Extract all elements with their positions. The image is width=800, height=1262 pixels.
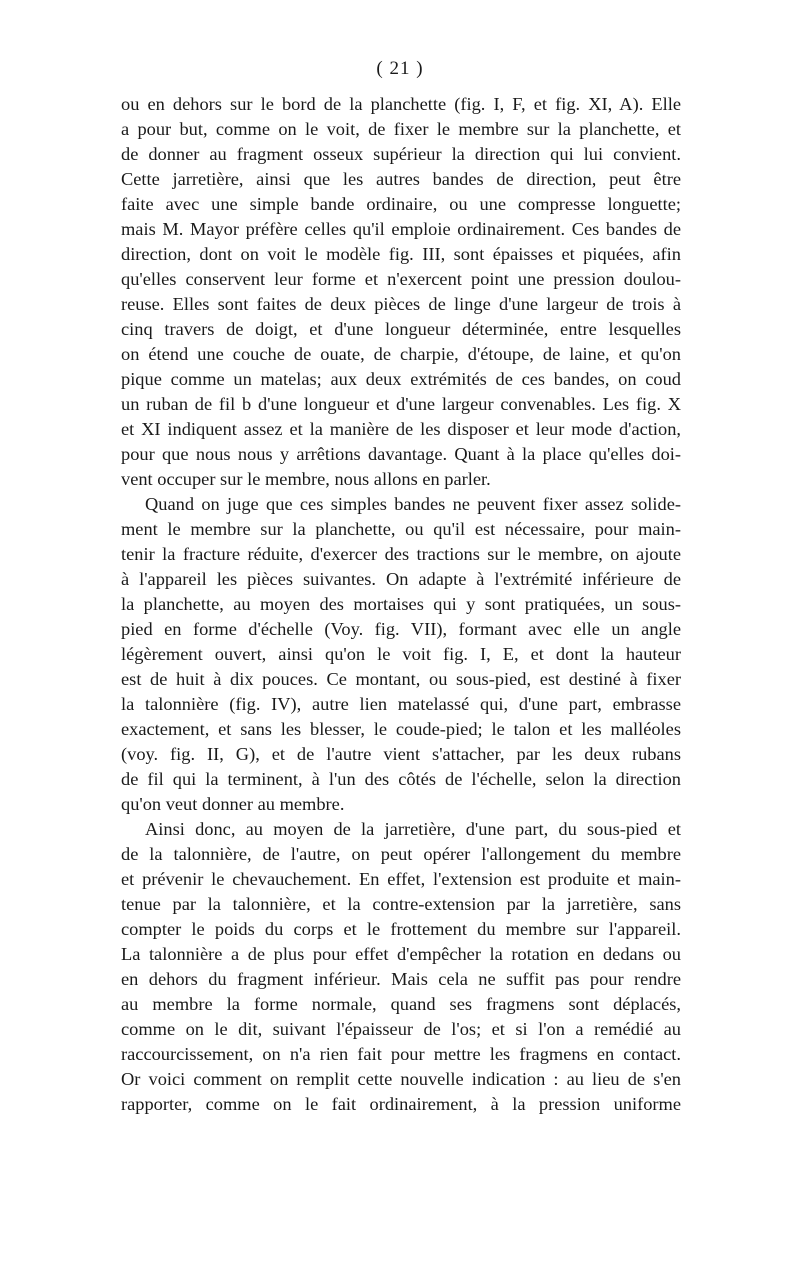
text-line: la planchette, au moyen des mortaises qui y sont pratiquées, un sous- bbox=[121, 594, 681, 614]
text-line: ment le membre sur la planchette, ou qu'il est nécessaire, pour main- bbox=[121, 519, 681, 539]
text-line: qu'on veut donner au membre. bbox=[121, 794, 345, 814]
text-line: qu'elles conservent leur forme et n'exercent point une pression doulou- bbox=[121, 269, 681, 289]
text-line: et prévenir le chevauchement. En effet, l'extension est produite et main- bbox=[121, 869, 681, 889]
text-line: de la talonnière, de l'autre, on peut opérer l'allongement du membre bbox=[121, 844, 681, 864]
text-line: de donner au fragment osseux supérieur la direction qui lui convient. bbox=[121, 144, 681, 164]
text-line: ou en dehors sur le bord de la planchette (fig. I, F, et fig. XI, A). Elle bbox=[121, 94, 681, 114]
text-line: faite avec une simple bande ordinaire, ou une compresse longuette; bbox=[121, 194, 681, 214]
text-line: pied en forme d'échelle (Voy. fig. VII), formant avec elle un angle bbox=[121, 619, 681, 639]
text-line: est de huit à dix pouces. Ce montant, ou sous-pied, est destiné à fixer bbox=[121, 669, 681, 689]
text-line: un ruban de fil b d'une longueur et d'une largeur convenables. Les fig. X bbox=[121, 394, 681, 414]
text-line: vent occuper sur le membre, nous allons en parler. bbox=[121, 469, 491, 489]
text-line: Cette jarretière, ainsi que les autres bandes de direction, peut être bbox=[121, 169, 681, 189]
text-line: reuse. Elles sont faites de deux pièces de linge d'une largeur de trois à bbox=[121, 294, 681, 314]
text-line: pique comme un matelas; aux deux extrémités de ces bandes, on coud bbox=[121, 369, 681, 389]
text-line: on étend une couche de ouate, de charpie, d'étoupe, de laine, et qu'on bbox=[121, 344, 681, 364]
text-line: direction, dont on voit le modèle fig. III, sont épaisses et piquées, afin bbox=[121, 244, 681, 264]
text-line: raccourcissement, on n'a rien fait pour mettre les fragmens en contact. bbox=[121, 1044, 681, 1064]
text-line: Or voici comment on remplit cette nouvelle indication : au lieu de s'en bbox=[121, 1069, 681, 1089]
paragraph-first-line: Ainsi donc, au moyen de la jarretière, d'une part, du sous-pied et bbox=[145, 819, 681, 839]
text-line: mais M. Mayor préfère celles qu'il emploie ordinairement. Ces bandes de bbox=[121, 219, 681, 239]
text-line: La talonnière a de plus pour effet d'empêcher la rotation en dedans ou bbox=[121, 944, 681, 964]
text-line: et XI indiquent assez et la manière de les disposer et leur mode d'action, bbox=[121, 419, 681, 439]
text-line: a pour but, comme on le voit, de fixer le membre sur la planchette, et bbox=[121, 119, 681, 139]
text-line: rapporter, comme on le fait ordinairement, à la pression uniforme bbox=[121, 1094, 681, 1114]
text-line: exactement, et sans les blesser, le coude-pied; le talon et les malléoles bbox=[121, 719, 681, 739]
paragraph-first-line: Quand on juge que ces simples bandes ne peuvent fixer assez solide- bbox=[145, 494, 681, 514]
text-line: la talonnière (fig. IV), autre lien matelassé qui, d'une part, embrasse bbox=[121, 694, 681, 714]
text-line: tenir la fracture réduite, d'exercer des tractions sur le membre, on ajoute bbox=[121, 544, 681, 564]
text-line: légèrement ouvert, ainsi qu'on le voit fig. I, E, et dont la hauteur bbox=[121, 644, 681, 664]
text-line: pour que nous nous y arrêtions davantage. Quant à la place qu'elles doi- bbox=[121, 444, 681, 464]
text-line: en dehors du fragment inférieur. Mais cela ne suffit pas pour rendre bbox=[121, 969, 681, 989]
text-line: cinq travers de doigt, et d'une longueur déterminée, entre lesquelles bbox=[121, 319, 681, 339]
body-text bbox=[121, 92, 681, 1117]
text-line: tenue par la talonnière, et la contre-extension par la jarretière, sans bbox=[121, 894, 681, 914]
text-line: au membre la forme normale, quand ses fragmens sont déplacés, bbox=[121, 994, 681, 1014]
text-line: comme on le dit, suivant l'épaisseur de l'os; et si l'on a remédié au bbox=[121, 1019, 681, 1039]
text-line: compter le poids du corps et le frottement du membre sur l'appareil. bbox=[121, 919, 681, 939]
text-line: (voy. fig. II, G), et de l'autre vient s'attacher, par les deux rubans bbox=[121, 744, 681, 764]
text-line: de fil qui la terminent, à l'un des côtés de l'échelle, selon la direction bbox=[121, 769, 681, 789]
text-line: à l'appareil les pièces suivantes. On adapte à l'extrémité inférieure de bbox=[121, 569, 681, 589]
page-number: ( 21 ) bbox=[376, 58, 424, 79]
